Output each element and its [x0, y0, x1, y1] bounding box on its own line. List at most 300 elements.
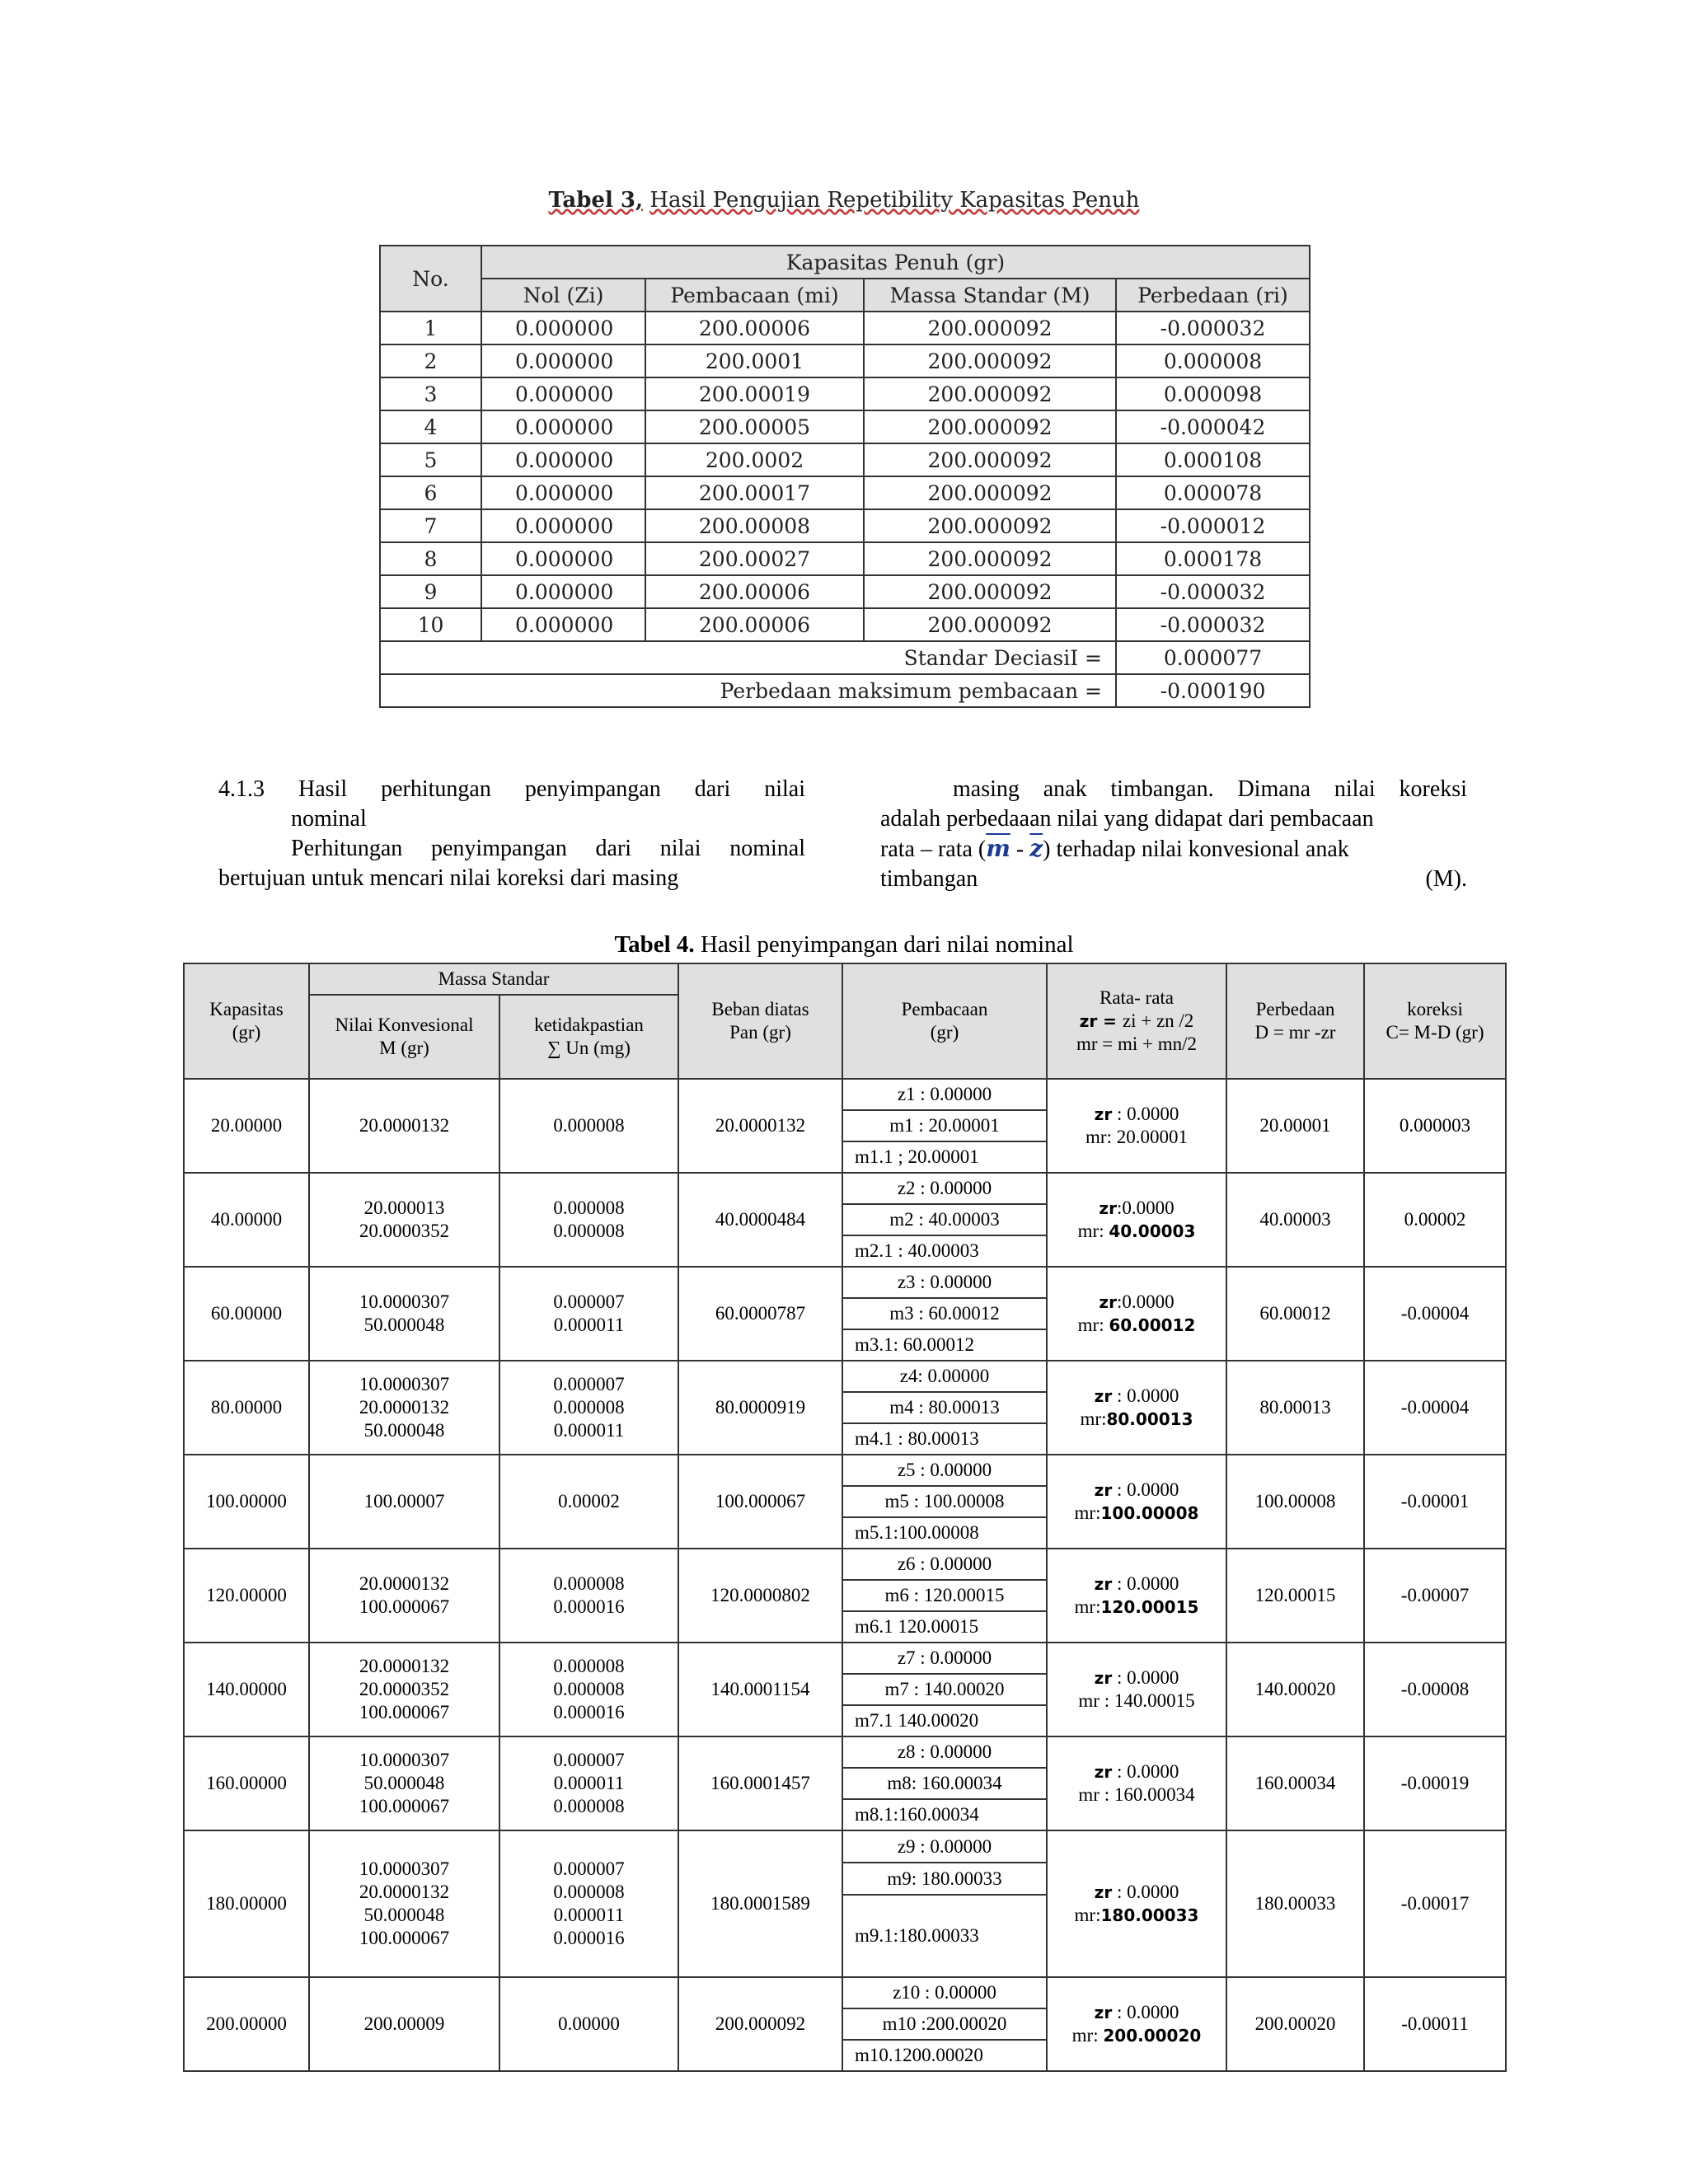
table-cell: 0.000178	[1116, 542, 1310, 575]
pembacaan-cell: m10 :200.00020	[842, 2008, 1047, 2040]
mr-label: mr:	[1077, 1315, 1109, 1335]
table-row	[380, 443, 1310, 476]
separator: :	[1112, 2002, 1128, 2022]
table-cell: 4	[380, 410, 481, 443]
zr-symbol: zr	[1099, 1292, 1117, 1312]
beban-cell: 80.0000919	[678, 1361, 842, 1455]
header-line: mr = mi + mn/2	[1076, 1033, 1198, 1054]
table4-header-kapasitas	[184, 963, 309, 1079]
zr-line	[1048, 1197, 1226, 1220]
table-cell: 200.000092	[864, 476, 1116, 509]
word: perhitungan	[381, 776, 491, 802]
m-bar-symbol: $\overline{m}$	[986, 835, 1010, 862]
mr-label: mr:	[1085, 1127, 1117, 1147]
zr-value: 0.0000	[1127, 1882, 1179, 1902]
zr-value: 0.0000	[1122, 1197, 1175, 1218]
mr-label: mr :	[1078, 1784, 1114, 1805]
value-line: 0.000007	[553, 1291, 625, 1312]
table-row	[184, 1736, 1506, 1768]
section-left-column	[218, 775, 805, 893]
word: Dimana	[1237, 776, 1311, 802]
header-line: ∑ Un (mg)	[547, 1038, 631, 1058]
beban-cell: 160.0001457	[678, 1736, 842, 1830]
pembacaan-cell: z6 : 0.00000	[842, 1549, 1047, 1580]
zr-symbol: zr	[1094, 1104, 1113, 1124]
table-cell: 3	[380, 377, 481, 410]
value-line: 10.0000307	[359, 1858, 450, 1879]
rata-cell	[1047, 1455, 1226, 1549]
zr-line	[1048, 1385, 1226, 1408]
word: timbangan	[880, 866, 978, 892]
table-row	[380, 344, 1310, 377]
value-line: 0.000008	[553, 1115, 625, 1136]
rata-cell	[1047, 1736, 1226, 1830]
table3-header-cell: Perbedaan (ri)	[1116, 279, 1310, 312]
paragraph-line	[880, 834, 1467, 865]
table-cell: 0.000098	[1116, 377, 1310, 410]
konvesional-cell	[309, 1736, 499, 1830]
zr-symbol: zr	[1094, 1882, 1113, 1902]
zr-value: 0.0000	[1122, 1291, 1175, 1312]
table4-header-koreksi	[1364, 963, 1506, 1079]
konvesional-cell	[309, 1455, 499, 1549]
mr-label: mr:	[1080, 1408, 1107, 1429]
header-line: Pembacaan	[901, 999, 988, 1019]
rata-cell	[1047, 1079, 1226, 1173]
table-cell: 0.000000	[481, 608, 645, 641]
word: Hasil	[298, 776, 348, 802]
rata-cell	[1047, 1643, 1226, 1736]
table-cell: 200.000092	[864, 542, 1116, 575]
separator: :	[1112, 1573, 1128, 1594]
perbedaan-cell: 20.00001	[1226, 1079, 1364, 1173]
value-line: 10.0000307	[359, 1291, 450, 1312]
pembacaan-cell: m9.1:180.00033	[842, 1895, 1047, 1977]
table-cell: 0.000078	[1116, 476, 1310, 509]
perbedaan-cell: 100.00008	[1226, 1455, 1364, 1549]
table-cell: 200.0001	[645, 344, 864, 377]
table-cell: 0.000008	[1116, 344, 1310, 377]
separator: :	[1116, 1291, 1123, 1312]
word: nilai	[764, 776, 805, 802]
table-cell: 0.000000	[481, 344, 645, 377]
value-line: 20.0000352	[359, 1679, 450, 1699]
pembacaan-cell: z10 : 0.00000	[842, 1977, 1047, 2008]
table-cell: 6	[380, 476, 481, 509]
rata-cell	[1047, 1977, 1226, 2071]
table-row	[184, 1455, 1506, 1486]
ketidakpastian-cell	[499, 1455, 678, 1549]
word: (M).	[1425, 866, 1467, 892]
paragraph-line: bertujuan untuk mencari nilai koreksi dari masing	[218, 865, 679, 891]
mr-value: 140.00015	[1114, 1690, 1195, 1711]
table3-header-group: Kapasitas Penuh (gr)	[481, 246, 1310, 279]
table-cell: 0.000000	[481, 476, 645, 509]
word: nominal	[729, 836, 805, 861]
table-cell: 200.00008	[645, 509, 864, 542]
table-cell: 0.000000	[481, 377, 645, 410]
table-row	[380, 476, 1310, 509]
ketidakpastian-cell	[499, 1830, 678, 1977]
table4-header-ketidakpastian	[499, 995, 678, 1079]
header-line: Rata- rata	[1099, 987, 1175, 1008]
mr-line	[1048, 1904, 1226, 1927]
value-line: 100.000067	[359, 1928, 450, 1948]
table-cell: 0.000108	[1116, 443, 1310, 476]
value-line: 0.00002	[558, 1491, 620, 1511]
kapasitas-cell: 120.00000	[184, 1549, 309, 1643]
table-cell: 0.000000	[481, 312, 645, 344]
koreksi-cell: -0.00004	[1364, 1361, 1506, 1455]
kapasitas-cell: 160.00000	[184, 1736, 309, 1830]
value-line: 0.000011	[553, 1315, 625, 1335]
value-line: 0.000007	[553, 1374, 625, 1394]
table-cell: 200.000092	[864, 344, 1116, 377]
table4-header-konvesional	[309, 995, 499, 1079]
header-line: ketidakpastian	[534, 1015, 644, 1035]
table4-header-pembacaan	[842, 963, 1047, 1079]
table-row	[184, 1977, 1506, 2008]
mr-value: 60.00012	[1109, 1315, 1196, 1335]
kapasitas-cell: 40.00000	[184, 1173, 309, 1267]
zr-symbol: zr	[1079, 1011, 1098, 1031]
header-line: (gr)	[232, 1022, 261, 1043]
table-cell: -0.000042	[1116, 410, 1310, 443]
rata-cell	[1047, 1361, 1226, 1455]
zr-line	[1048, 1572, 1226, 1596]
separator: :	[1112, 1104, 1128, 1124]
mr-value: 100.00008	[1100, 1503, 1199, 1523]
zr-line	[1048, 1479, 1226, 1502]
ketidakpastian-cell	[499, 1173, 678, 1267]
rata-cell	[1047, 1830, 1226, 1977]
kapasitas-cell: 80.00000	[184, 1361, 309, 1455]
word: Perhitungan	[291, 836, 403, 861]
value-line: 0.000011	[553, 1773, 625, 1793]
separator: :	[1116, 1197, 1123, 1218]
perbedaan-cell: 180.00033	[1226, 1830, 1364, 1977]
koreksi-cell: -0.00007	[1364, 1549, 1506, 1643]
value-line: 0.000016	[553, 1702, 625, 1722]
table-row	[380, 542, 1310, 575]
word: timbangan.	[1110, 776, 1214, 802]
ketidakpastian-cell	[499, 1736, 678, 1830]
beban-cell: 200.000092	[678, 1977, 842, 2071]
header-line: Kapasitas	[209, 999, 284, 1019]
value-line: 20.000013	[363, 1197, 445, 1218]
ketidakpastian-cell	[499, 1361, 678, 1455]
table-cell: 7	[380, 509, 481, 542]
zr-value: 0.0000	[1127, 1104, 1179, 1124]
value-line: 20.0000352	[359, 1221, 450, 1241]
table-row	[380, 312, 1310, 344]
koreksi-cell: -0.00008	[1364, 1643, 1506, 1736]
mr-line	[1048, 1690, 1226, 1713]
separator: :	[1112, 1882, 1128, 1902]
table-cell: -0.000012	[1116, 509, 1310, 542]
value-line: 0.000008	[553, 1679, 625, 1699]
kapasitas-cell: 140.00000	[184, 1643, 309, 1736]
mr-value: 20.00001	[1116, 1127, 1188, 1147]
word: penyimpangan	[431, 836, 567, 861]
text-fragment: rata – rata (	[880, 837, 987, 862]
table-cell: 0.000000	[481, 542, 645, 575]
header-line: Pan (gr)	[729, 1022, 791, 1043]
table3-body	[380, 312, 1310, 641]
koreksi-cell: 0.00002	[1364, 1173, 1506, 1267]
value-line: 100.000067	[359, 1596, 450, 1617]
kapasitas-cell: 20.00000	[184, 1079, 309, 1173]
table3-std-value: 0.000077	[1116, 641, 1310, 674]
value-line: 200.00009	[363, 2013, 445, 2034]
value-line: 0.000008	[553, 1397, 625, 1418]
table-cell: 8	[380, 542, 481, 575]
pembacaan-cell: z8 : 0.00000	[842, 1736, 1047, 1768]
table-cell: 10	[380, 608, 481, 641]
value-line: 20.0000132	[359, 1397, 450, 1418]
word: penyimpangan	[524, 776, 661, 802]
perbedaan-cell: 120.00015	[1226, 1549, 1364, 1643]
header-line: C= M-D (gr)	[1386, 1022, 1484, 1043]
zr-value: 0.0000	[1127, 1479, 1179, 1500]
table3	[379, 245, 1311, 708]
pembacaan-cell: m3.1: 60.00012	[842, 1329, 1047, 1361]
pembacaan-cell: z1 : 0.00000	[842, 1079, 1047, 1110]
rata-cell	[1047, 1173, 1226, 1267]
header-line: koreksi	[1407, 999, 1463, 1019]
table-cell: 0.000000	[481, 443, 645, 476]
separator: :	[1112, 1479, 1128, 1500]
table-row	[184, 1267, 1506, 1298]
kapasitas-cell: 100.00000	[184, 1455, 309, 1549]
mr-value: 200.00020	[1103, 2026, 1202, 2046]
value-line: 0.000008	[553, 1197, 625, 1218]
separator: :	[1112, 1667, 1128, 1688]
pembacaan-cell: m5 : 100.00008	[842, 1486, 1047, 1517]
word: dari	[595, 836, 632, 861]
header-line: (gr)	[930, 1022, 959, 1043]
konvesional-cell	[309, 1977, 499, 2071]
section-heading-line	[218, 775, 805, 804]
table4	[183, 963, 1507, 2072]
pembacaan-cell: m4 : 80.00013	[842, 1392, 1047, 1423]
perbedaan-cell: 160.00034	[1226, 1736, 1364, 1830]
header-line	[1048, 1010, 1226, 1033]
value-line: 100.00007	[363, 1491, 445, 1511]
table-row	[184, 1173, 1506, 1204]
pembacaan-cell: m1.1 ; 20.00001	[842, 1141, 1047, 1173]
table3-header-no: No.	[380, 246, 481, 312]
value-line: 0.000011	[553, 1420, 625, 1441]
mr-label: mr:	[1074, 1596, 1101, 1617]
pembacaan-cell: m6 : 120.00015	[842, 1580, 1047, 1611]
table-row	[184, 1361, 1506, 1392]
table-cell: 200.00019	[645, 377, 864, 410]
table-cell: -0.000032	[1116, 608, 1310, 641]
table4-caption-text: Hasil penyimpangan dari nilai nominal	[694, 931, 1074, 958]
table-cell: 200.00027	[645, 542, 864, 575]
paragraph-line: adalah perbedaaan nilai yang didapat dari pembacaan	[880, 806, 1374, 832]
table-cell: 200.000092	[864, 575, 1116, 608]
section-heading-cont: nominal	[291, 806, 367, 832]
zr-value: 0.0000	[1127, 1667, 1179, 1688]
pembacaan-cell: m3 : 60.00012	[842, 1298, 1047, 1329]
zr-line	[1048, 1881, 1226, 1904]
table4-header-perbedaan	[1226, 963, 1364, 1079]
mr-line	[1048, 1502, 1226, 1525]
paragraph-line	[218, 834, 805, 864]
pembacaan-cell: m1 : 20.00001	[842, 1110, 1047, 1141]
table-cell: 2	[380, 344, 481, 377]
perbedaan-cell: 200.00020	[1226, 1977, 1364, 2071]
value-line: 50.000048	[363, 1905, 445, 1925]
text-fragment: ) terhadap nilai konvesional anak	[1043, 837, 1349, 862]
zr-symbol: zr	[1094, 1386, 1113, 1406]
table-cell: 200.000092	[864, 443, 1116, 476]
table-row	[380, 410, 1310, 443]
zr-line	[1048, 1666, 1226, 1690]
beban-cell: 60.0000787	[678, 1267, 842, 1361]
perbedaan-cell: 40.00003	[1226, 1173, 1364, 1267]
value-line: 0.000008	[553, 1796, 625, 1816]
kapasitas-cell: 60.00000	[184, 1267, 309, 1361]
value-line: 0.000007	[553, 1750, 625, 1770]
ketidakpastian-cell	[499, 1549, 678, 1643]
value-line: 0.000008	[553, 1221, 625, 1241]
table-cell: 200.00006	[645, 575, 864, 608]
value-line: 0.000016	[553, 1596, 625, 1617]
table4-caption-label: Tabel 4.	[614, 931, 695, 958]
ketidakpastian-cell	[499, 1643, 678, 1736]
table-cell: 9	[380, 575, 481, 608]
zr-value: 0.0000	[1127, 1761, 1179, 1782]
table-cell: 200.0002	[645, 443, 864, 476]
pembacaan-cell: z5 : 0.00000	[842, 1455, 1047, 1486]
table4-header-beban	[678, 963, 842, 1079]
value-line: 100.000067	[359, 1702, 450, 1722]
pembacaan-cell: m8: 160.00034	[842, 1768, 1047, 1799]
perbedaan-cell: 140.00020	[1226, 1643, 1364, 1736]
mr-label: mr:	[1074, 1502, 1101, 1523]
paragraph-line	[880, 775, 1467, 804]
mr-label: mr :	[1078, 1690, 1114, 1711]
table-row	[380, 509, 1310, 542]
zr-line	[1048, 2001, 1226, 2024]
table3-header-cell: Pembacaan (mi)	[645, 279, 864, 312]
table-cell: 200.00017	[645, 476, 864, 509]
word: anak	[1043, 776, 1087, 802]
mr-line	[1048, 1126, 1226, 1149]
mr-line	[1048, 1783, 1226, 1807]
table3-header-cell: Massa Standar (M)	[864, 279, 1116, 312]
pembacaan-cell: z2 : 0.00000	[842, 1173, 1047, 1204]
value-line: 0.000008	[553, 1656, 625, 1676]
zr-symbol: zr	[1094, 1762, 1113, 1782]
koreksi-cell: -0.00004	[1364, 1267, 1506, 1361]
pembacaan-cell: m9: 180.00033	[842, 1863, 1047, 1895]
zr-line	[1048, 1760, 1226, 1783]
value-line: 20.0000132	[359, 1656, 450, 1676]
table-cell: 5	[380, 443, 481, 476]
word: koreksi	[1399, 776, 1467, 802]
mr-value: 80.00013	[1106, 1409, 1193, 1429]
header-line: D = mr -zr	[1254, 1022, 1336, 1043]
zr-line	[1048, 1291, 1226, 1314]
value-line: 10.0000307	[359, 1750, 450, 1770]
table4-header-massa: Massa Standar	[309, 963, 678, 995]
value-line: 0.000011	[553, 1905, 625, 1925]
pembacaan-cell: z3 : 0.00000	[842, 1267, 1047, 1298]
pembacaan-cell: m2 : 40.00003	[842, 1204, 1047, 1235]
table-cell: 200.00006	[645, 608, 864, 641]
mr-value: 160.00034	[1114, 1784, 1195, 1805]
table3-caption-text: Hasil Pengujian Repetibility Kapasitas Penuh	[649, 188, 1140, 213]
table3-caption	[0, 188, 1688, 213]
table-cell: 0.000000	[481, 410, 645, 443]
value-line: 20.0000132	[359, 1573, 450, 1594]
pembacaan-cell: z9 : 0.00000	[842, 1830, 1047, 1863]
value-line: 0.00000	[558, 2013, 620, 2034]
perbedaan-cell: 60.00012	[1226, 1267, 1364, 1361]
koreksi-cell: -0.00019	[1364, 1736, 1506, 1830]
zr-value: 0.0000	[1127, 1573, 1179, 1594]
table-row	[380, 377, 1310, 410]
beban-cell: 180.0001589	[678, 1830, 842, 1977]
konvesional-cell	[309, 1830, 499, 1977]
header-line: Perbedaan	[1255, 999, 1335, 1019]
beban-cell: 20.0000132	[678, 1079, 842, 1173]
mr-value: 180.00033	[1100, 1905, 1199, 1925]
word: nilai	[659, 836, 701, 861]
value-line: 50.000048	[363, 1773, 445, 1793]
paragraph-line	[880, 865, 1467, 894]
zr-value: 0.0000	[1127, 2002, 1179, 2022]
table3-caption-label: Tabel 3,	[548, 188, 644, 213]
ketidakpastian-cell	[499, 1977, 678, 2071]
separator: :	[1112, 1761, 1128, 1782]
pembacaan-cell: m7.1 140.00020	[842, 1705, 1047, 1736]
value-line: 0.000008	[553, 1882, 625, 1902]
z-bar-symbol: $\overline{z}$	[1029, 835, 1043, 862]
table4-body	[184, 1079, 1506, 2071]
konvesional-cell	[309, 1643, 499, 1736]
table-cell: 200.000092	[864, 509, 1116, 542]
zr-symbol: zr	[1099, 1198, 1117, 1218]
rata-cell	[1047, 1549, 1226, 1643]
mr-line	[1048, 1596, 1226, 1619]
table-cell: 200.00005	[645, 410, 864, 443]
table3-std-label: Standar DeciasiI =	[380, 641, 1116, 674]
value-line: 0.000007	[553, 1858, 625, 1879]
value-line: 100.000067	[359, 1796, 450, 1816]
value-line: 20.0000132	[359, 1115, 450, 1136]
table-row	[184, 1549, 1506, 1580]
konvesional-cell	[309, 1267, 499, 1361]
perbedaan-cell: 80.00013	[1226, 1361, 1364, 1455]
mr-line	[1048, 1220, 1226, 1243]
mr-value: 40.00003	[1109, 1221, 1196, 1241]
value-line: 50.000048	[363, 1315, 445, 1335]
value-line: 50.000048	[363, 1420, 445, 1441]
zr-value: 0.0000	[1127, 1385, 1179, 1406]
zr-symbol: zr	[1094, 1668, 1113, 1688]
rata-cell	[1047, 1267, 1226, 1361]
mr-value: 120.00015	[1100, 1597, 1199, 1617]
table3-header-cell: Nol (Zi)	[481, 279, 645, 312]
value-line: 20.0000132	[359, 1882, 450, 1902]
konvesional-cell	[309, 1079, 499, 1173]
pembacaan-cell: m6.1 120.00015	[842, 1611, 1047, 1643]
